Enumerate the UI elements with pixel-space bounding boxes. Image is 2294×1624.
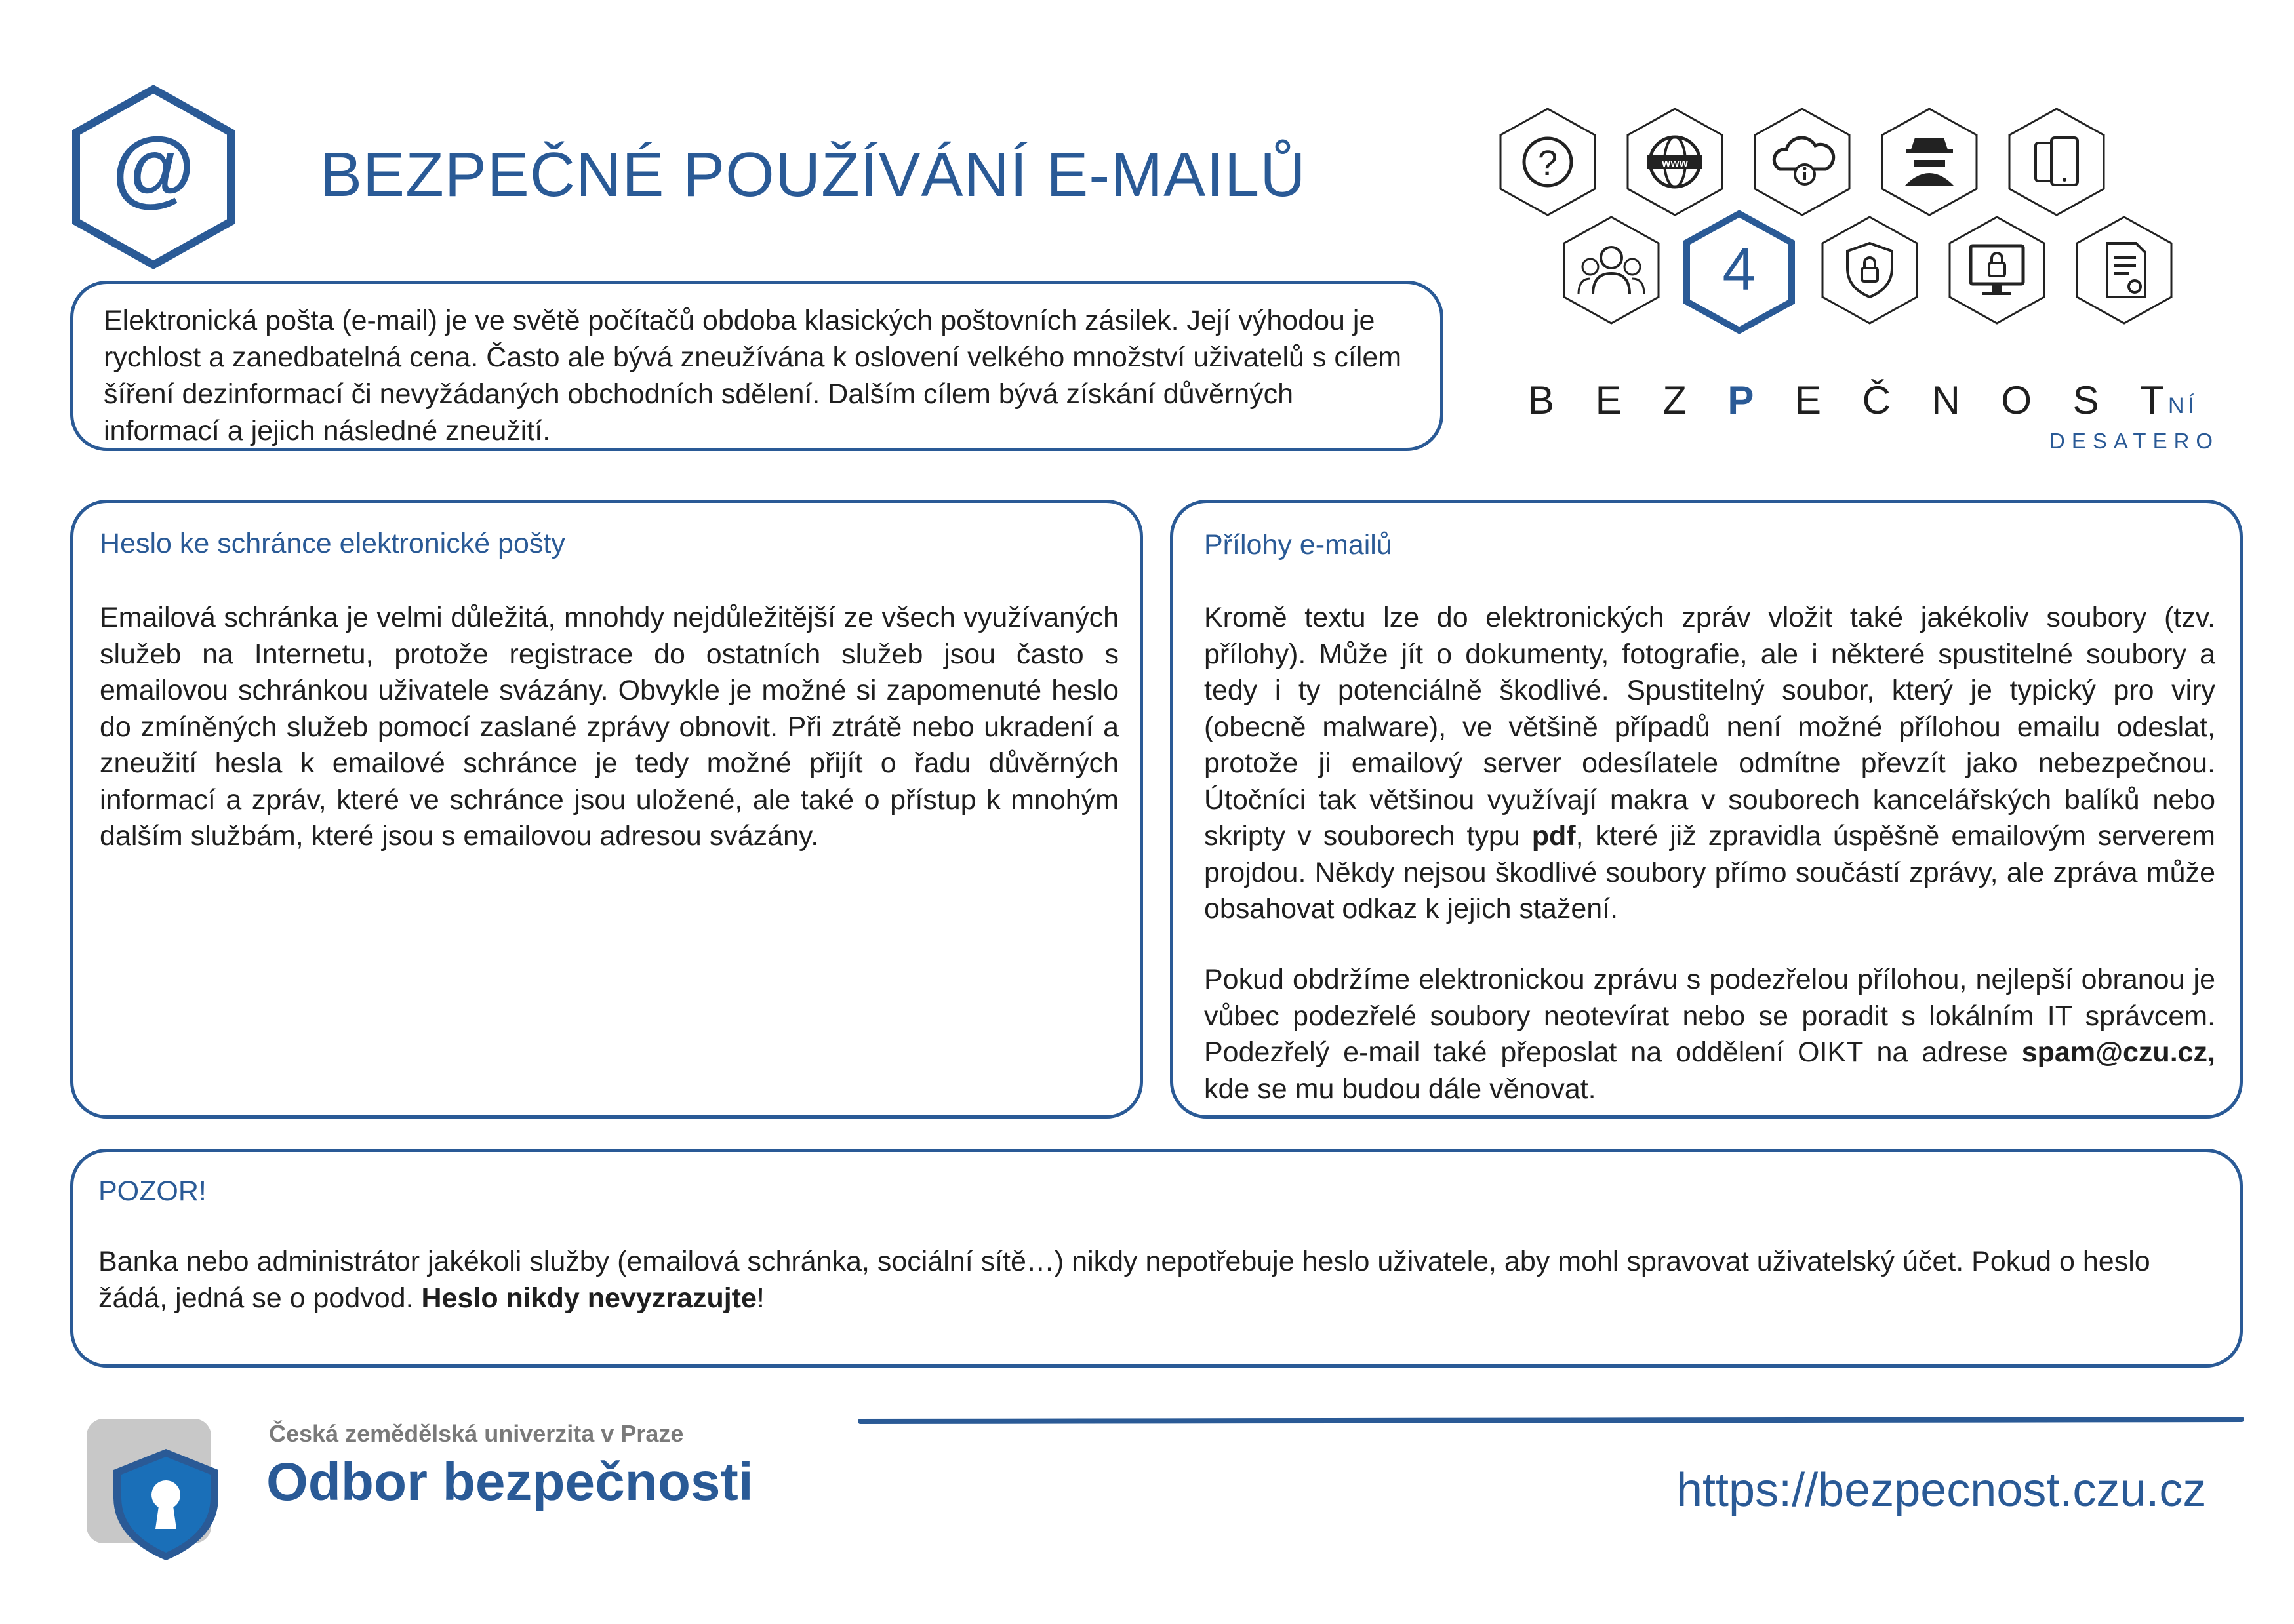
number-hexagon [1687, 214, 1792, 330]
warning-text-main: Banka nebo administrátor jakékoli služby (emailová schránka, sociální sítě…) nikdy nepotřebuje heslo uživatele, aby mohl spravovat uživatelský účet. Pokud o heslo žádá, jedná se o podvod. [98, 1246, 2150, 1314]
footer-divider [858, 1417, 2244, 1424]
brand-letter: B [1528, 378, 1555, 422]
attachments-p2-text: Pokud obdržíme elektronickou zprávu s podezřelou přílohou, nejlepší obranou je vůbec podezřelé soubory neotevírat nebo se poradit s lokálním IT správcem. Podezřelý e-mail také přeposlat na oddělení OIKT na adrese [1204, 964, 2215, 1068]
monitor-lock-icon [1950, 217, 2044, 323]
svg-text:?: ? [1537, 144, 1558, 183]
at-symbol: @ [111, 119, 195, 215]
brand-letter-accent: P [1727, 378, 1754, 422]
brand-subtitle: DESATERO [2049, 429, 2220, 453]
shield-lock-icon [1822, 217, 1917, 323]
attachments-p1-text: Kromě textu lze do elektronických zpráv vložit také jakékoliv soubory (tzv. přílohy). Může jít o dokumenty, fotografie, ale i některé spustitelné soubory a tedy i ty potenciálně škodlivé. Spustitelný soubor, který je typický pro viry (obecně malware), ve většině případů není možné přílohou emailu odeslat, protože ji emailový server odesílatele odmítne převzít jako nebezpečnou. Útočníci tak většinou využívají makra v souborech kancelářských balíků nebo skripty v souborech typu [1204, 602, 2215, 852]
password-section-heading: Heslo ke schránce elektronické pošty [100, 528, 565, 559]
certificate-document-icon [2077, 217, 2171, 323]
spam-email-address: spam@czu.cz, [2021, 1037, 2215, 1068]
page-title: BEZPEČNÉ POUŽÍVÁNÍ E-MAILŮ [320, 140, 1306, 210]
users-group-icon [1564, 217, 1659, 323]
attachments-section-heading: Přílohy e-mailů [1204, 529, 1392, 561]
desatero-hex-graphic [1495, 102, 2190, 338]
spy-icon [1882, 109, 1977, 215]
password-section-box [70, 500, 1143, 1119]
brand-letter: S [2072, 378, 2099, 422]
brand-letter: E [1795, 378, 1822, 422]
question-icon [1500, 109, 1595, 215]
warning-text [98, 1244, 2219, 1317]
attachments-paragraph-2 [1204, 962, 2215, 1107]
brand-wordmark [1528, 378, 2164, 423]
brand-letter: T [2140, 378, 2164, 422]
cloud-info-icon [1755, 109, 1849, 215]
website-link[interactable]: https://bezpecnost.czu.cz [1676, 1464, 2207, 1516]
attachments-p2-text-end: kde se mu budou dále věnovat. [1204, 1073, 1596, 1105]
warning-emphasis: Heslo nikdy nevyzrazujte [421, 1282, 757, 1314]
brand-letter: Z [1662, 378, 1687, 422]
brand-letter: E [1595, 378, 1622, 422]
at-hexagon-logo [71, 84, 236, 270]
brand-letter: N [1931, 378, 1960, 422]
department-name: Odbor bezpečnosti [266, 1452, 754, 1512]
step-number: 4 [1722, 236, 1756, 303]
attachments-p1-text-end: , které již zpravidla úspěšně emailovým serverem projdou. Někdy nejsou škodlivé soubory přímo součástí zprávy, ale zpráva může obsahovat odkaz k jejich stažení. [1204, 820, 2215, 924]
attachments-paragraph-1 [1204, 600, 2215, 928]
warning-text-end: ! [756, 1282, 765, 1314]
warning-section-box [70, 1149, 2243, 1368]
university-name: Česká zemědělská univerzita v Praze [269, 1420, 684, 1447]
brand-letter: Č [1862, 378, 1891, 422]
intro-text: Elektronická pošta (e-mail) je ve světě počítačů obdoba klasických poštovních zásilek. Její výhodou je rychlost a zanedbatelná cena. Často ale bývá zneužívána k oslovení velkého množství uživatelů s cílem šíření dezinformací či nevyžádaných obchodních sdělení. Dalším cílem bývá získání důvěrných informací a jejich následné zneužití. [104, 305, 1402, 446]
intro-box [70, 281, 1443, 451]
attachments-section-box [1170, 500, 2243, 1119]
svg-text:www: www [1662, 157, 1688, 169]
password-section-text: Emailová schránka je velmi důležitá, mnohdy nejdůležitější ze všech využívaných služeb na Internetu, protože registrace do ostatních služeb jsou často s emailovou schránkou uživatele svázány. Obvykle je možné si zapomenuté heslo do zmíněných služeb pomocí zaslané zprávy obnovit. Při ztrátě nebo ukradení a zneužití hesla k emailové schránce je tedy možné přijít o řadu důvěrných informací a zpráv, které ve schránce jsou uložené, ale také o přístup k mnohým dalším službám, které jsou s emailovou adresou svázány. [100, 602, 1119, 852]
www-globe-icon [1628, 109, 1722, 215]
brand-suffix: NÍ [2168, 393, 2198, 418]
brand-letter: O [2001, 378, 2032, 422]
warning-heading: POZOR! [98, 1176, 207, 1207]
department-shield-logo [84, 1416, 235, 1560]
pdf-emphasis: pdf [1531, 820, 1576, 852]
mobile-devices-icon [2009, 109, 2104, 215]
